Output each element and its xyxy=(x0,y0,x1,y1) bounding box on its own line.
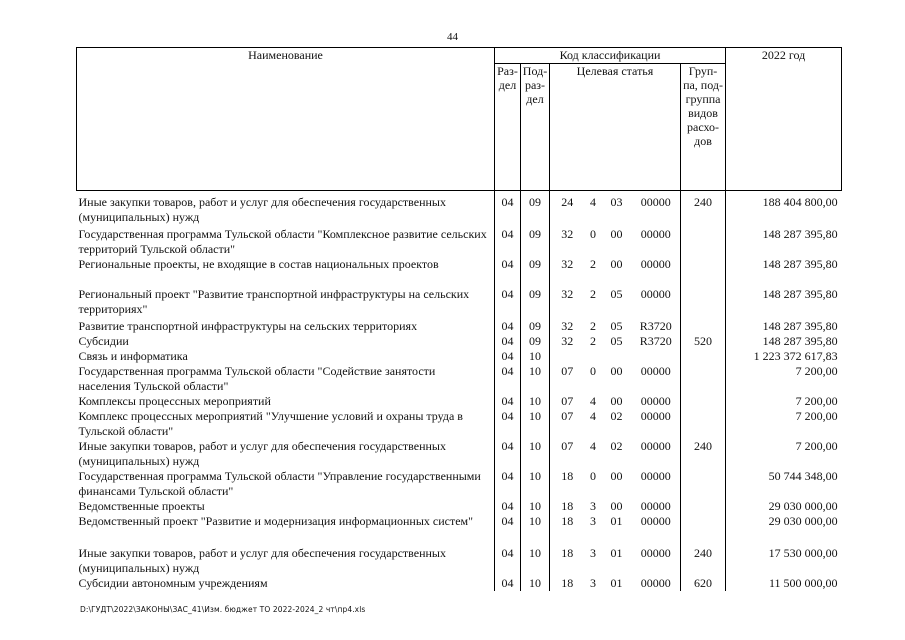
cell-target-direction: 00000 xyxy=(640,575,671,590)
cell-target-program: 07 xyxy=(561,363,574,378)
cell-amount: 7 200,00 xyxy=(795,393,838,408)
cell-name: Комплексы процессных мероприятий xyxy=(77,394,495,409)
cell-amount: 7 200,00 xyxy=(795,363,838,378)
cell-target-program: 32 xyxy=(561,256,574,271)
cell-target-program: 32 xyxy=(561,286,574,301)
cell-target-structure: 01 xyxy=(610,513,623,528)
header-expense-group-line: Груп- xyxy=(688,64,718,78)
cell-amount: 29 030 000,00 xyxy=(768,513,838,528)
cell-target-structure: 03 xyxy=(610,195,623,209)
cell-subsection: 10 xyxy=(521,546,550,576)
cell-name: Региональный проект "Развитие транспортной инфраструктуры на сельских территориях" xyxy=(77,287,495,319)
cell-target-type xyxy=(585,349,602,364)
cell-target-type: 0 xyxy=(590,226,596,241)
table-row xyxy=(77,409,842,439)
cell-expense-group xyxy=(681,514,726,546)
cell-expense-group xyxy=(681,257,726,287)
header-expense-group-line: расхо- xyxy=(687,120,720,134)
cell-target-type: 4 xyxy=(590,393,596,408)
cell-target-type: 2 xyxy=(590,333,596,348)
cell-target-type: 2 xyxy=(590,256,596,271)
cell-section: 04 xyxy=(501,408,514,423)
cell-amount: 148 287 395,80 xyxy=(762,318,838,333)
cell-amount: 148 287 395,80 xyxy=(762,226,838,241)
table-row xyxy=(77,287,842,319)
cell-target-direction: 00000 xyxy=(640,286,671,301)
table-row xyxy=(77,364,842,394)
cell-target-program: 18 xyxy=(561,498,574,513)
cell-subsection: 10 xyxy=(521,409,550,439)
header-target-article: Целевая статья xyxy=(550,64,681,191)
cell-section: 04 xyxy=(501,318,514,333)
cell-target-structure: 01 xyxy=(610,545,623,560)
cell-name: Государственная программа Тульской области "Управление государственными финансами Тульской области" xyxy=(77,469,495,499)
cell-subsection: 10 xyxy=(521,499,550,514)
cell-target-program: 32 xyxy=(561,318,574,333)
cell-name: Комплекс процессных мероприятий "Улучшение условий и охраны труда в Тульской области" xyxy=(77,409,495,439)
cell-name: Связь и информатика xyxy=(77,349,495,364)
cell-amount: 148 287 395,80 xyxy=(762,286,838,301)
cell-target-program: 32 xyxy=(561,333,574,348)
cell-target-structure: 00 xyxy=(610,226,623,241)
footer-file-path: D:\ГУДТ\2022\ЗАКОНЫ\ЗАС_41\Изм. бюджет ТО 2022-2024_2 чт\пр4.xls xyxy=(80,605,366,614)
cell-target-structure: 00 xyxy=(610,468,623,483)
cell-target-structure: 00 xyxy=(610,393,623,408)
cell-target-structure: 05 xyxy=(610,333,623,348)
cell-amount: 1 223 372 617,83 xyxy=(753,348,838,363)
table-row xyxy=(77,514,842,546)
cell-target-type: 3 xyxy=(590,545,596,560)
cell-target-type: 3 xyxy=(590,498,596,513)
page-number: 44 xyxy=(447,31,458,43)
cell-target-type: 0 xyxy=(590,468,596,483)
table-row xyxy=(77,349,842,364)
cell-target-direction: 00000 xyxy=(640,468,671,483)
cell-expense-group: 240 xyxy=(681,191,726,227)
cell-amount: 17 530 000,00 xyxy=(768,545,838,560)
cell-target-program xyxy=(550,349,585,364)
cell-target-direction: 00000 xyxy=(640,408,671,423)
cell-amount: 50 744 348,00 xyxy=(768,468,838,483)
budget-table xyxy=(76,47,842,591)
cell-section: 04 xyxy=(501,575,514,590)
cell-expense-group xyxy=(681,287,726,319)
cell-section: 04 xyxy=(501,348,514,363)
cell-subsection: 09 xyxy=(521,334,550,349)
cell-target-structure: 00 xyxy=(610,498,623,513)
header-expense-group-line: па, под- xyxy=(683,78,723,92)
cell-target-program: 32 xyxy=(561,226,574,241)
cell-name: Иные закупки товаров, работ и услуг для обеспечения государственных (муниципальных) нужд xyxy=(77,439,495,469)
cell-target-program: 24 xyxy=(561,195,574,209)
cell-amount: 29 030 000,00 xyxy=(768,498,838,513)
cell-section: 04 xyxy=(501,195,514,209)
cell-name: Развитие транспортной инфраструктуры на сельских территориях xyxy=(77,319,495,334)
cell-target-type: 3 xyxy=(590,575,596,590)
cell-expense-group: 520 xyxy=(681,334,726,349)
table-row xyxy=(77,191,842,227)
cell-section: 04 xyxy=(501,438,514,453)
header-subsection-line: раз- xyxy=(524,78,546,92)
cell-target-direction: 00000 xyxy=(640,195,671,209)
cell-section: 04 xyxy=(501,468,514,483)
cell-expense-group: 240 xyxy=(681,439,726,469)
cell-expense-group xyxy=(681,319,726,334)
cell-target-structure: 02 xyxy=(610,438,623,453)
cell-target-direction xyxy=(632,349,681,364)
cell-section: 04 xyxy=(501,393,514,408)
cell-subsection: 10 xyxy=(521,394,550,409)
cell-section: 04 xyxy=(501,226,514,241)
header-expense-group-line: группа xyxy=(685,92,721,106)
cell-amount: 148 287 395,80 xyxy=(762,256,838,271)
table-row xyxy=(77,469,842,499)
cell-subsection: 10 xyxy=(521,439,550,469)
cell-target-direction: R3720 xyxy=(639,333,672,348)
cell-expense-group xyxy=(681,364,726,394)
cell-subsection: 10 xyxy=(521,349,550,364)
cell-expense-group: 620 xyxy=(681,576,726,591)
cell-name: Иные закупки товаров, работ и услуг для обеспечения государственных (муниципальных) нужд xyxy=(77,191,495,227)
header-name: Наименование xyxy=(77,48,495,191)
cell-target-direction: 00000 xyxy=(640,545,671,560)
cell-section: 04 xyxy=(501,498,514,513)
cell-target-direction: R3720 xyxy=(639,318,672,333)
cell-target-program: 18 xyxy=(561,468,574,483)
cell-subsection: 09 xyxy=(521,319,550,334)
table-row xyxy=(77,334,842,349)
cell-section: 04 xyxy=(501,286,514,301)
cell-amount: 11 500 000,00 xyxy=(769,575,838,590)
cell-target-program: 07 xyxy=(561,408,574,423)
cell-target-type: 2 xyxy=(590,286,596,301)
cell-target-type: 4 xyxy=(590,438,596,453)
header-section-line: Раз- xyxy=(497,64,518,78)
cell-target-structure: 01 xyxy=(610,575,623,590)
cell-expense-group xyxy=(681,409,726,439)
cell-name: Региональные проекты, не входящие в состав национальных проектов xyxy=(77,257,495,287)
table-row xyxy=(77,227,842,257)
table-row xyxy=(77,439,842,469)
header-subsection-line: дел xyxy=(526,92,544,106)
header-code-group: Код классификации xyxy=(495,48,726,64)
header-year: 2022 год xyxy=(726,48,842,191)
table-row xyxy=(77,546,842,576)
header-expense-group xyxy=(681,64,726,191)
header-subsection xyxy=(521,64,550,191)
header-subsection-line: Под- xyxy=(522,64,548,78)
cell-target-program: 18 xyxy=(561,545,574,560)
cell-target-structure: 05 xyxy=(610,318,623,333)
cell-amount: 7 200,00 xyxy=(795,438,838,453)
cell-name: Государственная программа Тульской области "Комплексное развитие сельских территорий Тульской области" xyxy=(77,227,495,257)
cell-subsection: 09 xyxy=(521,191,550,227)
cell-target-type: 3 xyxy=(590,513,596,528)
cell-target-direction: 00000 xyxy=(640,256,671,271)
cell-name: Ведомственный проект "Развитие и модернизация информационных систем" xyxy=(77,514,495,546)
cell-target-direction: 00000 xyxy=(640,226,671,241)
cell-amount: 148 287 395,80 xyxy=(762,333,838,348)
cell-target-type: 0 xyxy=(590,363,596,378)
cell-section: 04 xyxy=(501,545,514,560)
cell-section: 04 xyxy=(501,333,514,348)
cell-amount: 7 200,00 xyxy=(795,408,838,423)
cell-expense-group xyxy=(681,394,726,409)
cell-target-direction: 00000 xyxy=(640,498,671,513)
cell-subsection: 10 xyxy=(521,576,550,591)
cell-expense-group xyxy=(681,499,726,514)
cell-section: 04 xyxy=(501,363,514,378)
cell-expense-group xyxy=(681,227,726,257)
header-section xyxy=(495,64,521,191)
cell-target-program: 07 xyxy=(561,393,574,408)
table-row xyxy=(77,499,842,514)
table-body xyxy=(77,191,842,591)
cell-amount: 188 404 800,00 xyxy=(762,195,838,209)
cell-section: 04 xyxy=(501,513,514,528)
table-row xyxy=(77,319,842,334)
table-row xyxy=(77,576,842,591)
cell-target-structure: 00 xyxy=(610,363,623,378)
cell-subsection: 09 xyxy=(521,257,550,287)
table-row xyxy=(77,394,842,409)
cell-target-program: 18 xyxy=(561,575,574,590)
cell-target-program: 18 xyxy=(561,513,574,528)
cell-target-structure: 00 xyxy=(610,256,623,271)
cell-name: Субсидии xyxy=(77,334,495,349)
cell-target-direction: 00000 xyxy=(640,513,671,528)
cell-target-structure: 05 xyxy=(610,286,623,301)
cell-subsection: 10 xyxy=(521,364,550,394)
header-expense-group-line: видов xyxy=(688,106,718,120)
cell-target-structure xyxy=(602,349,632,364)
cell-subsection: 09 xyxy=(521,227,550,257)
cell-target-direction: 00000 xyxy=(640,363,671,378)
cell-target-direction: 00000 xyxy=(640,438,671,453)
table-header xyxy=(77,48,842,191)
cell-expense-group: 240 xyxy=(681,546,726,576)
cell-subsection: 10 xyxy=(521,469,550,499)
cell-target-type: 4 xyxy=(590,408,596,423)
cell-expense-group xyxy=(681,349,726,364)
cell-target-type: 4 xyxy=(590,195,596,209)
cell-target-type: 2 xyxy=(590,318,596,333)
table-row xyxy=(77,257,842,287)
cell-section: 04 xyxy=(501,256,514,271)
cell-subsection: 10 xyxy=(521,514,550,546)
cell-name: Субсидии автономным учреждениям xyxy=(77,576,495,591)
cell-target-structure: 02 xyxy=(610,408,623,423)
header-section-line: дел xyxy=(498,78,517,92)
header-expense-group-line: дов xyxy=(694,134,712,148)
cell-target-direction: 00000 xyxy=(640,393,671,408)
cell-subsection: 09 xyxy=(521,287,550,319)
cell-name: Ведомственные проекты xyxy=(77,499,495,514)
cell-name: Иные закупки товаров, работ и услуг для обеспечения государственных (муниципальных) нужд xyxy=(77,546,495,576)
cell-name: Государственная программа Тульской области "Содействие занятости населения Тульской области" xyxy=(77,364,495,394)
cell-target-program: 07 xyxy=(561,438,574,453)
cell-expense-group xyxy=(681,469,726,499)
